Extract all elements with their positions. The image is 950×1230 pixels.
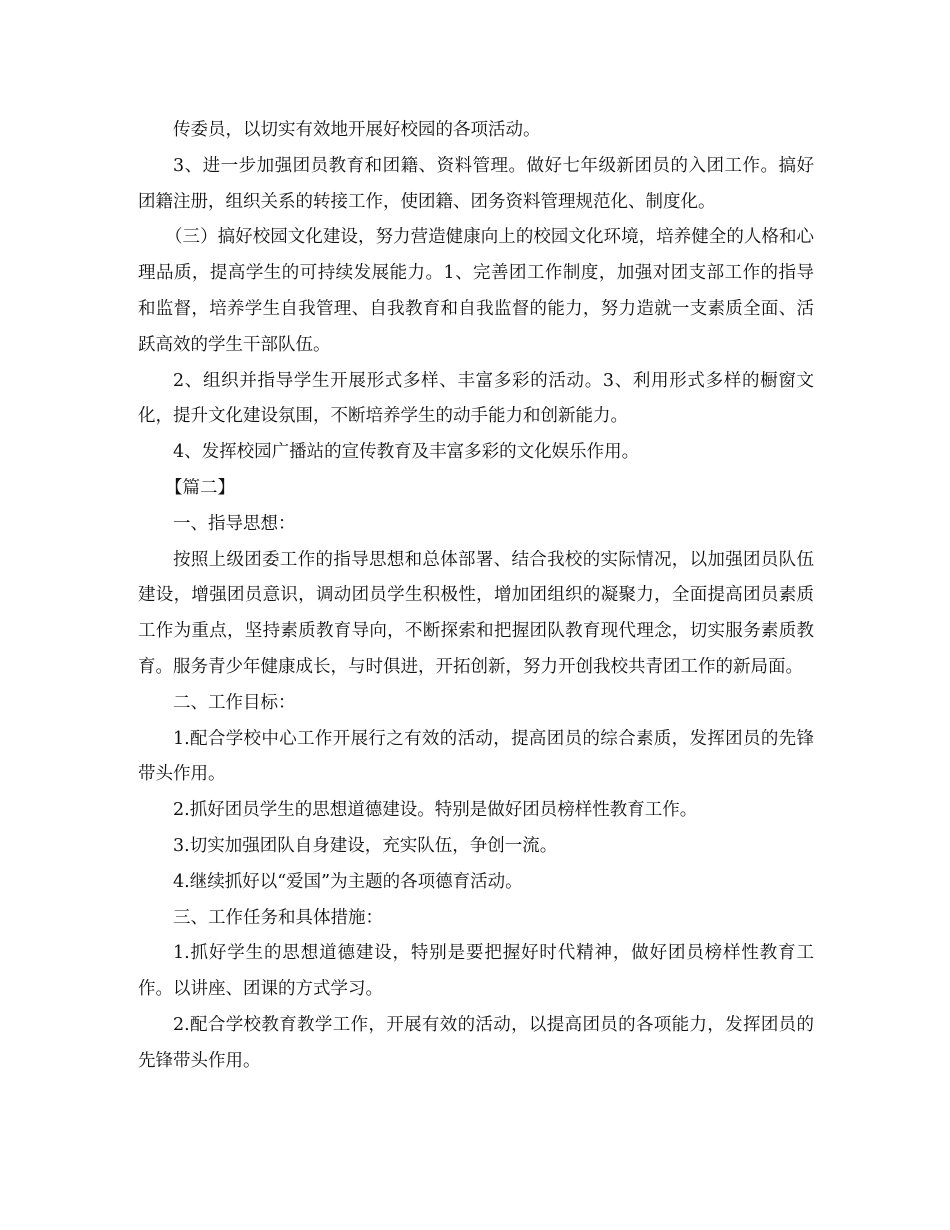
paragraph-continuation: 传委员，以切实有效地开展好校园的各项活动。 bbox=[173, 120, 541, 140]
goal-item-3: 3.切实加强团队自身建设，充实队伍，争创一流。 bbox=[173, 835, 558, 856]
paragraph-guiding-thought: 按照上级团委工作的指导思想和总体部署、结合我校的实际情况，以加强团员队伍建设，增强团员意识，调动团员学生积极性，增加团组织的凝聚力，全面提高团员素质工作为重点，坚持素质教育导向，不断探索和把握团队教育现代理念，切实服务素质教育。服务青少年健康成长，与时俱进，开拓创新，努力开创我校共青团工作的新局面。 bbox=[138, 549, 814, 677]
paragraph-broadcast: 4、发挥校园广播站的宣传教育及丰富多彩的文化娱乐作用。 bbox=[173, 442, 640, 463]
goal-item-1: 1.配合学校中心工作开展行之有效的活动，提高团员的综合素质，发挥团员的先锋带头作用。 bbox=[138, 728, 814, 785]
section-heading-tasks: 三、工作任务和具体措施： bbox=[173, 907, 383, 928]
document-page bbox=[138, 113, 814, 1080]
task-item-2: 2.配合学校教育教学工作，开展有效的活动，以提高团员的各项能力，发挥团员的先锋带头作用。 bbox=[138, 1014, 814, 1071]
goal-item-4: 4.继续抓好以“爱国”为主题的各项德育活动。 bbox=[173, 871, 523, 892]
task-item-1: 1.抓好学生的思想道德建设，特别是要把握好时代精神，做好团员榜样性教育工作。以讲座、团课的方式学习。 bbox=[138, 943, 814, 1000]
part-two-heading: 【篇二】 bbox=[165, 477, 235, 498]
section-heading-work-goals: 二、工作目标： bbox=[173, 692, 296, 713]
section-heading-guiding-thought: 一、指导思想： bbox=[173, 513, 296, 534]
paragraph-activities: 2、组织并指导学生开展形式多样、丰富多彩的活动。3、利用形式多样的橱窗文化，提升文化建设氛围，不断培养学生的动手能力和创新能力。 bbox=[138, 370, 814, 427]
paragraph-section-3: （三）搞好校园文化建设，努力营造健康向上的校园文化环境，培养健全的人格和心理品质，提高学生的可持续发展能力。1、完善团工作制度，加强对团支部工作的指导和监督，培养学生自我管理、自我教育和自我监督的能力，努力造就一支素质全面、活跃高效的学生干部队伍。 bbox=[138, 227, 814, 355]
paragraph-item-3: 3、进一步加强团员教育和团籍、资料管理。做好七年级新团员的入团工作。搞好团籍注册，组织关系的转接工作，使团籍、团务资料管理规范化、制度化。 bbox=[138, 155, 814, 212]
goal-item-2: 2.抓好团员学生的思想道德建设。特别是做好团员榜样性教育工作。 bbox=[173, 800, 698, 821]
